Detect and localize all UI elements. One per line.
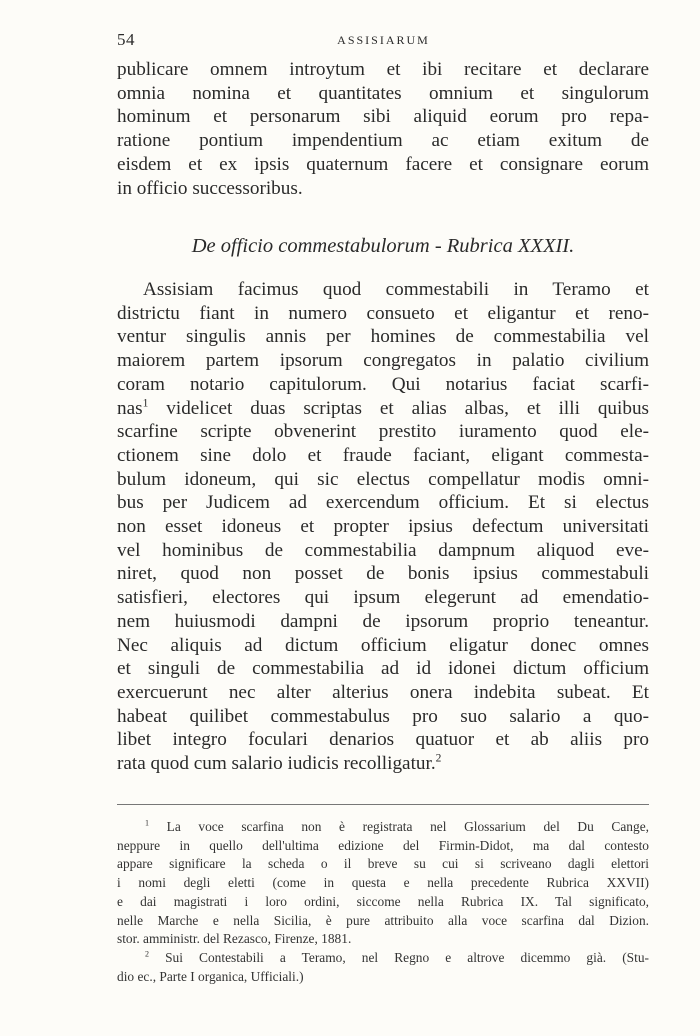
text-fragment: nas <box>117 397 143 419</box>
text-line: bulum idoneum, qui sic electus compellatur modis omni- <box>117 468 649 490</box>
text-line: scarfine scripte obvenerint prestito iuramento quod ele- <box>117 421 649 443</box>
footnote-line: dio ec., Parte I organica, Ufficiali.) <box>117 968 304 984</box>
text-line: omnia nomina et quantitates omnium et singulorum <box>117 82 649 104</box>
footnote-reference: 1 <box>142 397 149 410</box>
text-line: exercuerunt nec alter alterius onera indebita subeat. Et <box>117 681 649 703</box>
text-line: vel hominibus de commestabilia dampnum aliquod eve- <box>117 539 649 561</box>
page-number: 54 <box>117 30 135 49</box>
footnotes <box>117 818 649 986</box>
text-line <box>117 397 649 421</box>
text-line: habeat quilibet commestabulus pro suo salario a quo- <box>117 705 649 727</box>
text-fragment: rata quod cum salario iudicis recolligatur. <box>117 753 436 775</box>
footnote-line: nelle Marche e nella Sicilia, è pure attribuito alla voce scarfina dal Dizion. <box>117 912 649 928</box>
text-line: ctionem sine dolo et fraude faciant, eligant commesta- <box>117 444 649 466</box>
main-paragraph <box>117 278 649 776</box>
text-line: niret, quod non posset de bonis ipsius commestabuli <box>117 563 649 585</box>
footnote-reference: 2 <box>435 752 442 765</box>
text-line: coram notario capitulorum. Qui notarius faciat scarfi- <box>117 373 649 395</box>
text-line: et singuli de commestabilia ad id idonei dictum officium <box>117 658 649 680</box>
footnote-divider <box>117 804 649 805</box>
page-header <box>117 30 620 50</box>
footnote-text: Sui Contestabili a Teramo, nel Regno e altrove dicemmo già. (Stu- <box>165 949 649 965</box>
footnote-marker: 2 <box>145 949 150 959</box>
running-head: ASSISIARUM <box>337 33 430 47</box>
text-line: ratione pontium impendentium ac etiam exitum de <box>117 130 649 152</box>
text-line: in officio successoribus. <box>117 177 303 199</box>
footnote-line <box>117 949 649 968</box>
text-line: nem huiusmodi dampni de ipsorum proprio teneantur. <box>117 610 649 632</box>
section-heading: De officio commestabulorum - Rubrica XXXII. <box>191 235 575 257</box>
text-line: hominum et personarum sibi aliquid eorum pro repa- <box>117 106 649 128</box>
text-line: non esset idoneus et propter ipsius defectum universitati <box>117 516 649 538</box>
text-line: eisdem et ex ipsis quaternum facere et consignare eorum <box>117 153 649 175</box>
text-fragment: videlicet duas scriptas et alias albas, et illi quibus <box>166 397 649 419</box>
footnote-marker: 1 <box>145 818 150 828</box>
text-line: libet integro foculari denarios quatuor et ab aliis pro <box>117 729 649 751</box>
text-line <box>117 752 649 776</box>
text-line: Nec aliquis ad dictum officium eligatur donec omnes <box>117 634 649 656</box>
text-line: publicare omnem introytum et ibi recitare et declarare <box>117 59 649 80</box>
footnote-line: neppure in quello dell'ultima edizione del Firmin-Didot, ma dal contesto <box>117 837 649 853</box>
text-line: bus per Judicem ad exercendum officium. Et si electus <box>117 492 649 514</box>
footnote-text: La voce scarfina non è registrata nel Glossarium del Du Cange, <box>166 819 649 834</box>
footnote-line: appare significare la scheda o il breve su cui si scriveano dagli elettori <box>117 856 649 872</box>
text-line: ventur singulis annis per homines de commestabilia vel <box>117 326 649 348</box>
footnote-line: e dai magistrati i loro ordini, siccome nella Rubrica IX. Tal significato, <box>117 893 649 909</box>
text-line: districtu fiant in numero consueto et eligantur et reno- <box>117 302 649 324</box>
footnote-line: stor. amministr. del Rezasco, Firenze, 1881. <box>117 931 352 947</box>
continued-paragraph <box>117 58 649 200</box>
footnote-line <box>117 818 649 837</box>
text-line: maiorem partem ipsorum congregatos in palatio civilium <box>117 350 649 372</box>
text-line: satisfieri, electores qui ipsum elegerunt ad emendatio- <box>117 587 649 609</box>
footnote-line: i nomi degli eletti (come in questa e nella precedente Rubrica XXVII) <box>117 875 649 891</box>
text-line: Assisiam facimus quod commestabili in Teramo et <box>143 279 649 300</box>
